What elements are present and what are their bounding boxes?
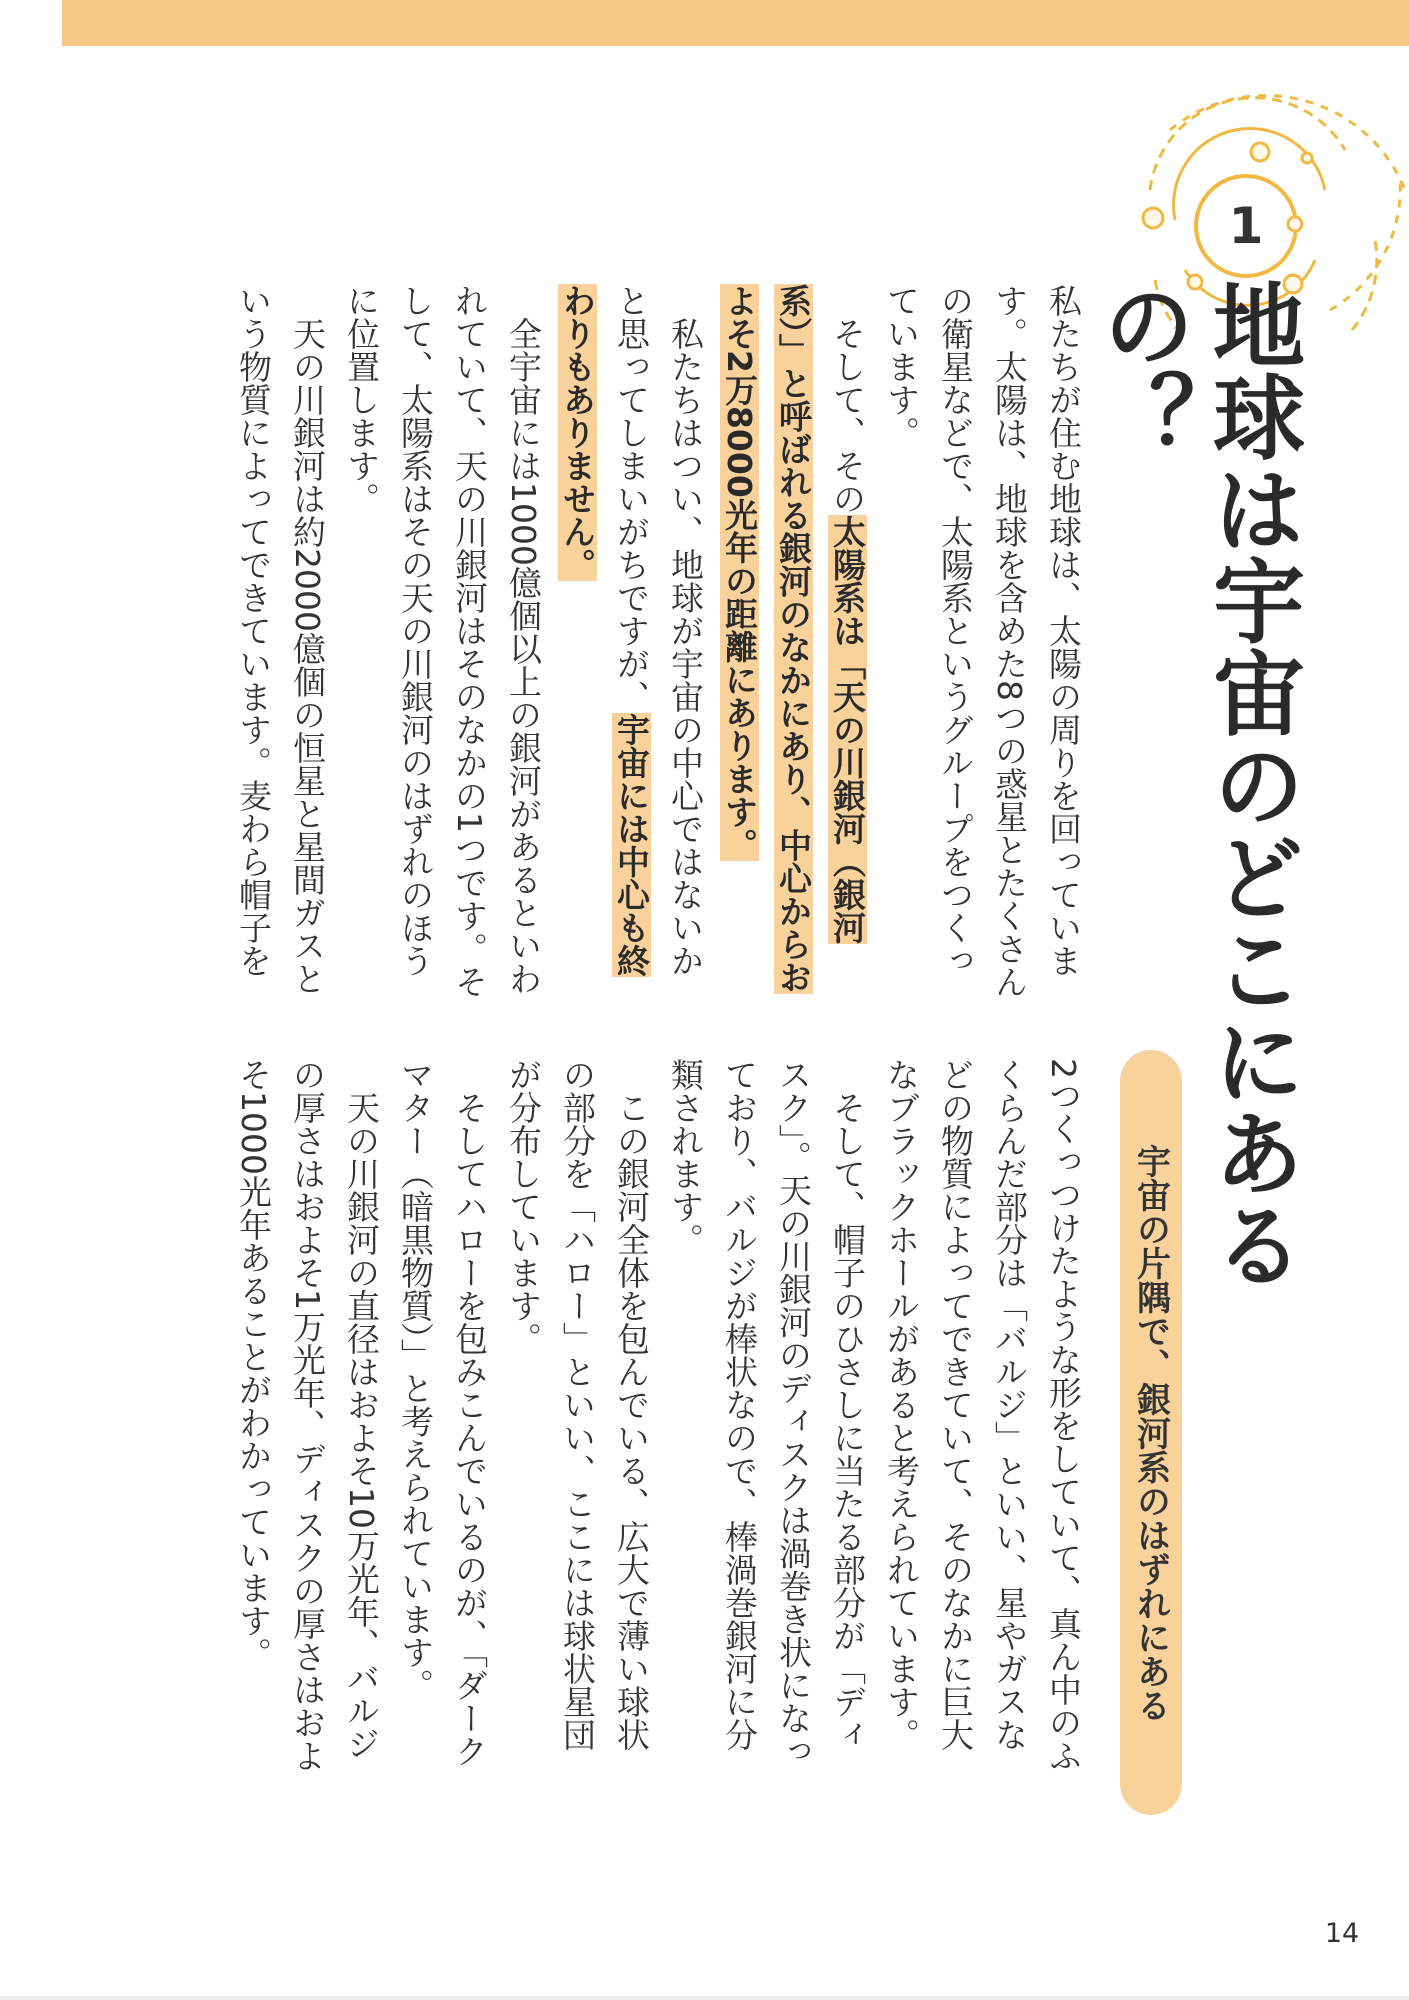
text-run: そして、その: [828, 317, 867, 515]
paragraph: 天の川銀河の直径はおよそ10万光年、バルジの厚さはおよそ1万光年、ディスクの厚さはおよそ1000光年あることがわかっています。: [234, 1058, 381, 1772]
paragraph: この銀河全体を包んでいる、広大で薄い球状の部分を「ハロー」といい、ここには球状星団が分布しています。: [504, 1058, 651, 1751]
paragraph: 2つくっつけたような形をしていて、真ん中のふくらんだ部分は「バルジ」といい、星やガスなどの物質によってできていて、そのなかに巨大なブラックホールがあると考えられています。: [882, 1058, 1083, 1772]
highlight-text: 宇宙には中心も終わりもありません。: [558, 284, 651, 977]
body-column-top: [210, 284, 1090, 1004]
paragraph: [550, 284, 712, 1004]
page-number: 14: [1324, 1918, 1360, 1949]
paragraph: そしてハローを包みこんでいるのが、「ダークマター（暗黒物質）」と考えられています。: [396, 1058, 489, 1768]
paragraph: [712, 284, 874, 1004]
subtitle-text: 宇宙の片隅で、銀河系のはずれにある: [1130, 1143, 1171, 1722]
paragraph: 私たちが住む地球は、太陽の周りを回っています。太陽は、地球を含めた8つの惑星とたくさんの衛星などで、太陽系というグループをつくっています。: [882, 284, 1083, 998]
paragraph: 全宇宙には1000億個以上の銀河があるといわれていて、天の川銀河はそのなかの1つです。そして、太陽系はその天の川銀河のはずれのほうに位置します。: [342, 284, 543, 998]
chapter-number: 1: [1228, 197, 1264, 255]
footer-rule: [0, 1996, 1409, 2000]
highlight-text: 太陽系は「天の川銀河（銀河系）」と呼ばれる銀河のなかにあり、中心からおよそ2万8000光年の距離にあります。: [720, 284, 867, 994]
paragraph: そして、帽子のひさしに当たる部分が「ディスク」。天の川銀河のディスクは渦巻き状になっており、バルジが棒状なので、棒渦巻銀河に分類されます。: [666, 1058, 867, 1768]
body-column-bottom: [210, 1058, 1090, 1778]
page-title: 地球は宇宙のどこにあるの？: [1088, 278, 1305, 1290]
text-run: 私たちはつい、地球が宇宙の中心ではないかと思ってしまいがちですが、: [612, 284, 705, 977]
header-band: [62, 0, 1409, 46]
subtitle-badge: [1120, 1050, 1182, 1815]
paragraph: 天の川銀河は約2000億個の恒星と星間ガスという物質によってできています。麦わら帽子を: [234, 284, 327, 995]
